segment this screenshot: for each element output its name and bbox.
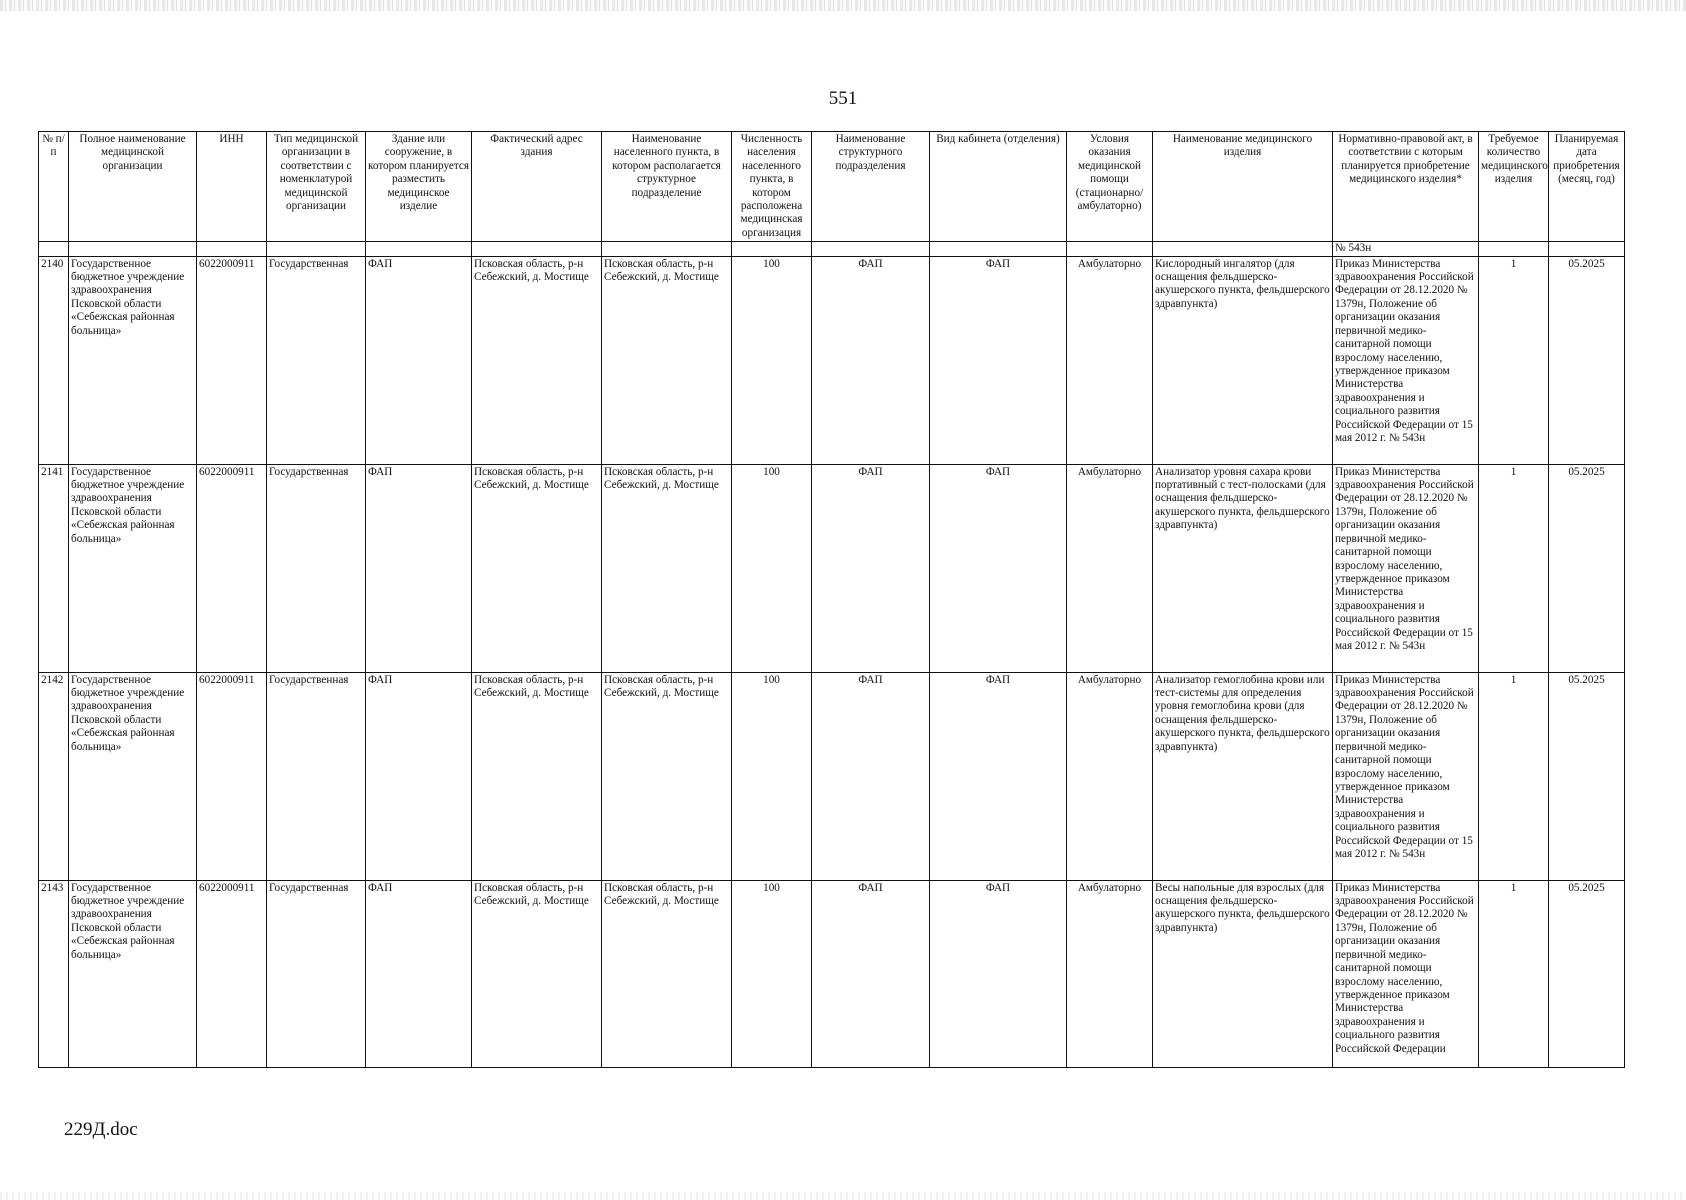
header-org: Полное наименование медицинской организации xyxy=(69,132,197,242)
cell-inn: 6022000911 xyxy=(197,464,267,672)
cell-cabinet: ФАП xyxy=(930,672,1067,880)
cell-inn: 6022000911 xyxy=(197,672,267,880)
footer-filename: 229Д.doc xyxy=(64,1119,138,1140)
cell-org: Государственное бюджетное учреждение здравоохранения Псковской области «Себежская районная больница» xyxy=(69,672,197,880)
cell-num: 2141 xyxy=(39,464,69,672)
page-number: 551 xyxy=(828,88,858,109)
header-locality: Наименование населенного пункта, в котором располагается структурное подразделение xyxy=(602,132,732,242)
cell-type: Государственная xyxy=(267,256,366,464)
cell-building: ФАП xyxy=(366,672,472,880)
cell-unit: ФАП xyxy=(812,880,930,1067)
table-row xyxy=(39,464,1625,672)
header-inn: ИНН xyxy=(197,132,267,242)
cell-qty: 1 xyxy=(1479,256,1549,464)
cell-type: Государственная xyxy=(267,672,366,880)
header-date: Планируемая дата приобретения (месяц, год) xyxy=(1549,132,1625,242)
cell-act: Приказ Министерства здравоохранения Российской Федерации от 28.12.2020 № 1379н, Положение об организации оказания первичной медико-санитарной помощи взрослому населению, утвержденное приказом Министерства здравоохранения и социального развития Российской Федерации от 15 мая 2012 г. № 543н xyxy=(1333,464,1479,672)
header-num: № п/п xyxy=(39,132,69,242)
cell-locality: Псковская область, р-н Себежский, д. Мостище xyxy=(602,464,732,672)
header-act: Нормативно-правовой акт, в соответствии с которым планируется приобретение медицинского изделия* xyxy=(1333,132,1479,242)
header-cabinet: Вид кабинета (отделения) xyxy=(930,132,1067,242)
cell-cabinet: ФАП xyxy=(930,464,1067,672)
carry-over-act: № 543н xyxy=(1333,242,1479,256)
cell-address: Псковская область, р-н Себежский, д. Мостище xyxy=(472,880,602,1067)
header-type: Тип медицинской организации в соответствии с номенклатурой медицинской организации xyxy=(267,132,366,242)
table-header-row xyxy=(39,132,1625,242)
cell-act: Приказ Министерства здравоохранения Российской Федерации от 28.12.2020 № 1379н, Положение об организации оказания первичной медико-санитарной помощи взрослому населению, утвержденное приказом Министерства здравоохранения и социального развития Российской Федерации xyxy=(1333,880,1479,1067)
cell-population: 100 xyxy=(732,464,812,672)
cell-conditions: Амбулаторно xyxy=(1067,256,1153,464)
cell-act: Приказ Министерства здравоохранения Российской Федерации от 28.12.2020 № 1379н, Положение об организации оказания первичной медико-санитарной помощи взрослому населению, утвержденное приказом Министерства здравоохранения и социального развития Российской Федерации от 15 мая 2012 г. № 543н xyxy=(1333,256,1479,464)
cell-num: 2140 xyxy=(39,256,69,464)
cell-device: Анализатор гемоглобина крови или тест-системы для определения уровня гемоглобина крови (для оснащения фельдшерско-акушерского пункта, фельдшерского здравпункта) xyxy=(1153,672,1333,880)
scan-top-edge xyxy=(0,0,1686,11)
equipment-table xyxy=(38,131,1625,1068)
cell-address: Псковская область, р-н Себежский, д. Мостище xyxy=(472,672,602,880)
header-qty: Требуемое количество медицинского изделия xyxy=(1479,132,1549,242)
cell-address: Псковская область, р-н Себежский, д. Мостище xyxy=(472,464,602,672)
cell-locality: Псковская область, р-н Себежский, д. Мостище xyxy=(602,672,732,880)
cell-cabinet: ФАП xyxy=(930,880,1067,1067)
table-row xyxy=(39,880,1625,1067)
cell-conditions: Амбулаторно xyxy=(1067,880,1153,1067)
cell-cabinet: ФАП xyxy=(930,256,1067,464)
header-address: Фактический адрес здания xyxy=(472,132,602,242)
cell-device: Кислородный ингалятор (для оснащения фельдшерско-акушерского пункта, фельдшерского здравпункта) xyxy=(1153,256,1333,464)
cell-num: 2142 xyxy=(39,672,69,880)
cell-locality: Псковская область, р-н Себежский, д. Мостище xyxy=(602,256,732,464)
cell-building: ФАП xyxy=(366,464,472,672)
cell-type: Государственная xyxy=(267,464,366,672)
cell-inn: 6022000911 xyxy=(197,256,267,464)
cell-date: 05.2025 xyxy=(1549,256,1625,464)
cell-org: Государственное бюджетное учреждение здравоохранения Псковской области «Себежская районная больница» xyxy=(69,880,197,1067)
table-row xyxy=(39,672,1625,880)
cell-type: Государственная xyxy=(267,880,366,1067)
header-population: Численность населения населенного пункта, в котором расположена медицинская организация xyxy=(732,132,812,242)
table-row xyxy=(39,256,1625,464)
cell-qty: 1 xyxy=(1479,464,1549,672)
header-conditions: Условия оказания медицинской помощи (стационарно/ амбулаторно) xyxy=(1067,132,1153,242)
carry-over-row xyxy=(39,242,1625,256)
scan-bottom-edge xyxy=(0,1192,1686,1200)
cell-unit: ФАП xyxy=(812,256,930,464)
cell-locality: Псковская область, р-н Себежский, д. Мостище xyxy=(602,880,732,1067)
cell-qty: 1 xyxy=(1479,880,1549,1067)
cell-unit: ФАП xyxy=(812,464,930,672)
header-building: Здание или сооружение, в котором планируется разместить медицинское изделие xyxy=(366,132,472,242)
header-device: Наименование медицинского изделия xyxy=(1153,132,1333,242)
cell-qty: 1 xyxy=(1479,672,1549,880)
cell-building: ФАП xyxy=(366,256,472,464)
cell-org: Государственное бюджетное учреждение здравоохранения Псковской области «Себежская районная больница» xyxy=(69,464,197,672)
cell-device: Анализатор уровня сахара крови портативный с тест-полосками (для оснащения фельдшерско-акушерского пункта, фельдшерского здравпункта) xyxy=(1153,464,1333,672)
cell-building: ФАП xyxy=(366,880,472,1067)
cell-org: Государственное бюджетное учреждение здравоохранения Псковской области «Себежская районная больница» xyxy=(69,256,197,464)
header-unit: Наименование структурного подразделения xyxy=(812,132,930,242)
cell-date: 05.2025 xyxy=(1549,880,1625,1067)
cell-address: Псковская область, р-н Себежский, д. Мостище xyxy=(472,256,602,464)
cell-population: 100 xyxy=(732,880,812,1067)
cell-num: 2143 xyxy=(39,880,69,1067)
cell-conditions: Амбулаторно xyxy=(1067,464,1153,672)
cell-act: Приказ Министерства здравоохранения Российской Федерации от 28.12.2020 № 1379н, Положение об организации оказания первичной медико-санитарной помощи взрослому населению, утвержденное приказом Министерства здравоохранения и социального развития Российской Федерации от 15 мая 2012 г. № 543н xyxy=(1333,672,1479,880)
cell-population: 100 xyxy=(732,256,812,464)
cell-date: 05.2025 xyxy=(1549,464,1625,672)
cell-date: 05.2025 xyxy=(1549,672,1625,880)
cell-inn: 6022000911 xyxy=(197,880,267,1067)
cell-population: 100 xyxy=(732,672,812,880)
cell-unit: ФАП xyxy=(812,672,930,880)
cell-conditions: Амбулаторно xyxy=(1067,672,1153,880)
cell-device: Весы напольные для взрослых (для оснащения фельдшерско-акушерского пункта, фельдшерского здравпункта) xyxy=(1153,880,1333,1067)
